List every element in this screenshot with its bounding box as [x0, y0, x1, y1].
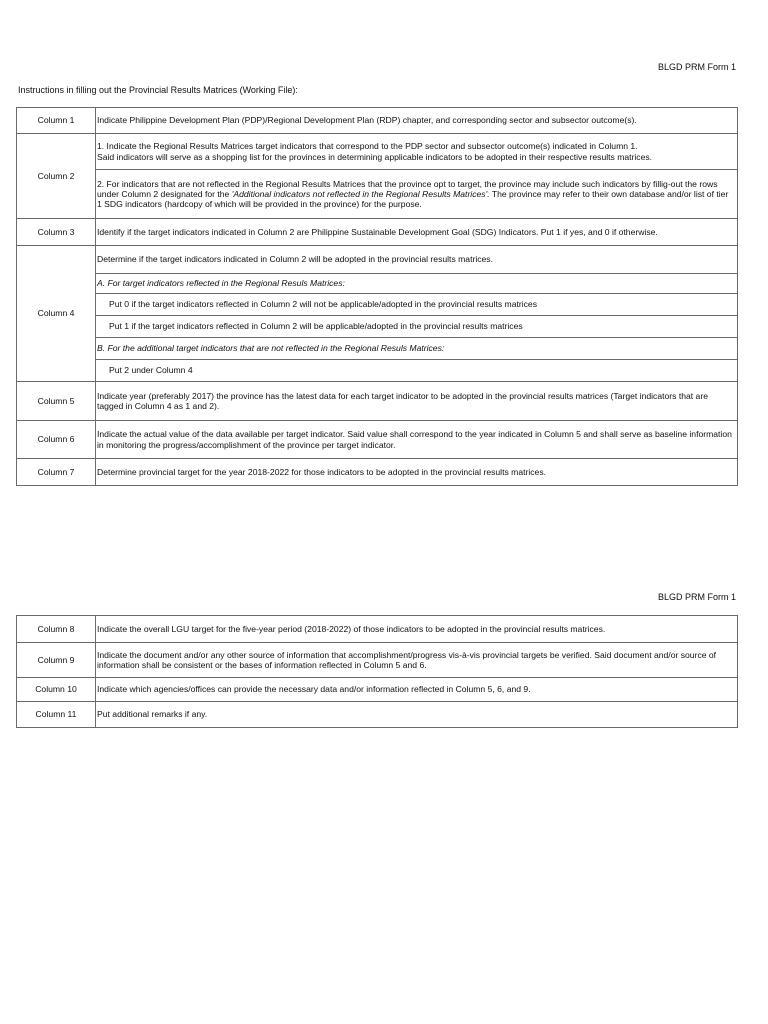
table-row — [17, 360, 738, 382]
column-description: Indicate the overall LGU target for the five-year period (2018-2022) of those indicators to be adopted in the provincial results matrices. — [96, 616, 738, 643]
table-row — [17, 702, 738, 728]
table-row — [17, 108, 738, 134]
description-text: 2. For indicators that are not reflected in the Regional Results Matrices that the province opt to target, the province may include such indicators by fillig-out the rows under Column 2 designated for the — [97, 178, 718, 199]
column-label: Column 2 — [17, 134, 96, 219]
form-label: BLGD PRM Form 1 — [657, 62, 736, 72]
table-row — [17, 170, 738, 219]
table-row — [17, 246, 738, 274]
table-row — [17, 616, 738, 643]
table-row — [17, 294, 738, 316]
column-label: Column 5 — [17, 382, 96, 421]
column-label: Column 7 — [17, 459, 96, 486]
column-description: Put 1 if the target indicators reflected in Column 2 will be applicable/adopted in the provincial results matrices — [96, 316, 738, 338]
column-description: Determine if the target indicators indicated in Column 2 will be adopted in the provincial results matrices. — [96, 246, 738, 274]
column-description: Determine provincial target for the year 2018-2022 for those indicators to be adopted in the provincial results matrices. — [96, 459, 738, 486]
table-row — [17, 316, 738, 338]
instructions-table-1 — [16, 107, 738, 486]
table-row — [17, 338, 738, 360]
column-description: Put 0 if the target indicators reflected in Column 2 will not be applicable/adopted in the provincial results matrices — [96, 294, 738, 316]
column-description: Identify if the target indicators indicated in Column 2 are Philippine Sustainable Development Goal (SDG) Indicators. Put 1 if yes, and 0 if otherwise. — [96, 219, 738, 246]
column-subheading: A. For target indicators reflected in the Regional Resuls Matrices: — [96, 274, 738, 294]
instructions-title: Instructions in filling out the Provincial Results Matrices (Working File): — [18, 85, 298, 95]
description-italic: 'Additional indicators not reflected in the Regional Results Matrices'. — [231, 188, 490, 199]
column-label: Column 9 — [17, 643, 96, 678]
form-label: BLGD PRM Form 1 — [657, 592, 736, 602]
column-description: Indicate the document and/or any other source of information that accomplishment/progress vis-à-vis provincial targets be verified. Said document and/or source of information shall be consistent or the bases of information reflected in Column 5 and 6. — [96, 643, 738, 678]
column-subheading: B. For the additional target indicators that are not reflected in the Regional Resuls Matrices: — [96, 338, 738, 360]
column-description: Indicate the actual value of the data available per target indicator. Said value shall correspond to the year indicated in Column 5 and shall serve as baseline information in monitoring the progress/accomplishment of the province per target indicator. — [96, 421, 738, 459]
description-text: The province may refer to their own database and/or list of tier 1 SDG indicators (hardcopy of which will be provided in the province) for the purpose. — [97, 188, 729, 210]
column-description — [96, 134, 738, 170]
table-row — [17, 134, 738, 170]
column-description: Put additional remarks if any. — [96, 702, 738, 728]
column-label: Column 11 — [17, 702, 96, 728]
column-description: Indicate year (preferably 2017) the province has the latest data for each target indicator to be adopted in the provincial results matrices (Target indicators that are tagged in Column 4 as 1 and 2). — [96, 382, 738, 421]
column-description: Indicate Philippine Development Plan (PDP)/Regional Development Plan (RDP) chapter, and corresponding sector and subsector outcome(s). — [96, 108, 738, 134]
table-row — [17, 382, 738, 421]
table-row — [17, 421, 738, 459]
column-label: Column 3 — [17, 219, 96, 246]
description-line: Said indicators will serve as a shopping list for the provinces in determining applicable indicators to be adopted in their respective results matrices. — [97, 151, 653, 162]
column-description: Put 2 under Column 4 — [96, 360, 738, 382]
column-description — [96, 170, 738, 219]
description-line: 1. Indicate the Regional Results Matrices target indicators that correspond to the PDP sector and subsector outcome(s) indicated in Column 1. — [97, 141, 638, 152]
instructions-table-2 — [16, 615, 738, 728]
column-label: Column 4 — [17, 246, 96, 382]
column-label: Column 8 — [17, 616, 96, 643]
column-label: Column 1 — [17, 108, 96, 134]
column-label: Column 10 — [17, 678, 96, 702]
table-row — [17, 274, 738, 294]
table-row — [17, 219, 738, 246]
column-label: Column 6 — [17, 421, 96, 459]
table-row — [17, 643, 738, 678]
table-row — [17, 459, 738, 486]
column-description: Indicate which agencies/offices can provide the necessary data and/or information reflected in Column 5, 6, and 9. — [96, 678, 738, 702]
table-row — [17, 678, 738, 702]
